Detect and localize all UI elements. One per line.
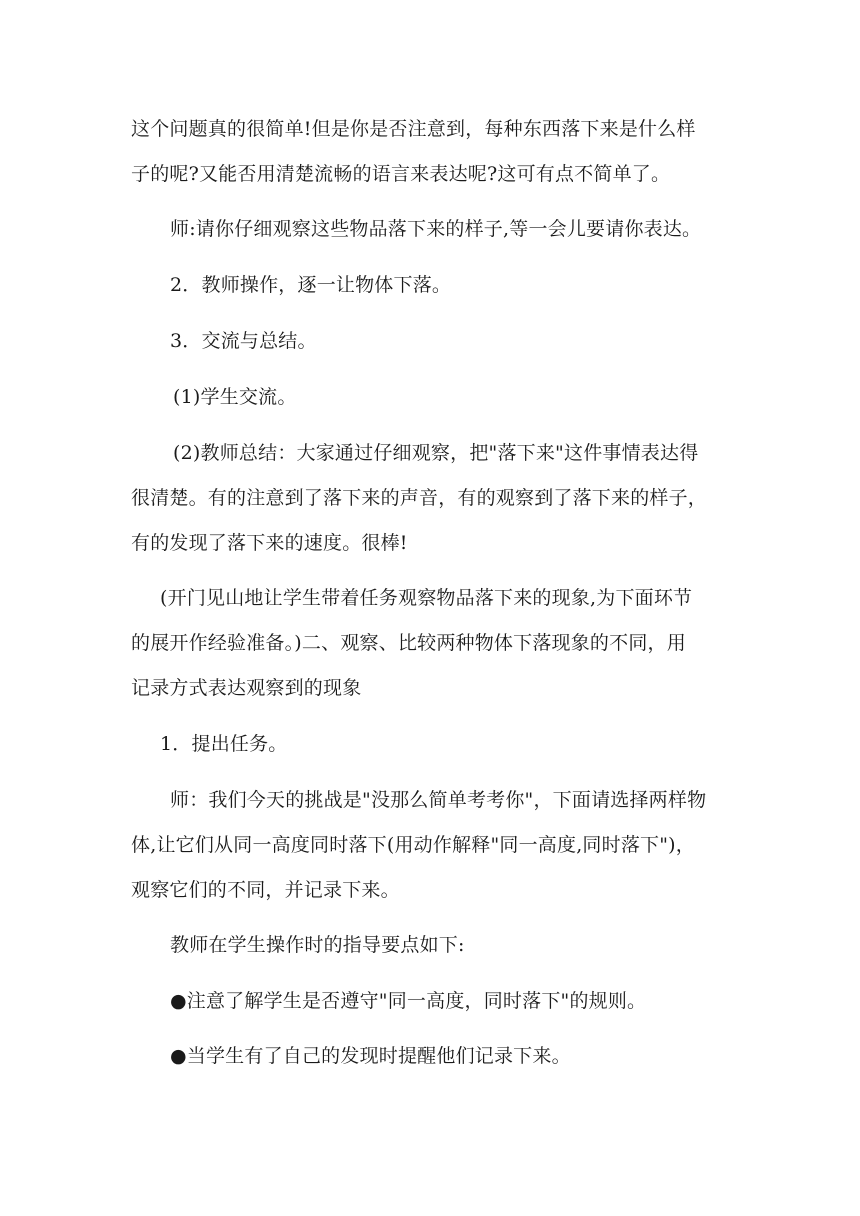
paragraph-11-bullet: ●注意了解学生是否遵守"同一高度，同时落下"的规则。	[170, 990, 647, 1012]
paragraph-2: 师:请你仔细观察这些物品落下来的样子,等一会儿要请你表达。	[170, 218, 702, 240]
paragraph-5: (1)学生交流。	[173, 386, 297, 408]
paragraph-4: 3．交流与总结。	[170, 330, 317, 352]
paragraph-6-line-3: 有的发现了落下来的速度。很棒!	[131, 532, 408, 554]
paragraph-9-line-2: 体,让它们从同一高度同时落下(用动作解释"同一高度,同时落下")，	[131, 834, 695, 856]
paragraph-9-line-1: 师：我们今天的挑战是"没那么简单考考你"，下面请选择两样物	[170, 789, 707, 811]
paragraph-10: 教师在学生操作时的指导要点如下:	[170, 934, 465, 956]
paragraph-1-line-1: 这个问题真的很简单!但是你是否注意到，每种东西落下来是什么样	[131, 118, 696, 140]
paragraph-7-line-3: 记录方式表达观察到的现象	[131, 677, 362, 699]
paragraph-3: 2．教师操作，逐一让物体下落。	[170, 274, 452, 296]
paragraph-6-line-2: 很清楚。有的注意到了落下来的声音，有的观察到了落下来的样子，	[131, 487, 708, 509]
paragraph-7-line-2: 的展开作经验准备。)二、观察、比较两种物体下落现象的不同，用	[131, 632, 686, 654]
paragraph-12-bullet: ●当学生有了自己的发现时提醒他们记录下来。	[170, 1045, 571, 1067]
paragraph-6-line-1: (2)教师总结：大家通过仔细观察，把"落下来"这件事情表达得	[173, 442, 699, 464]
paragraph-1-line-2: 子的呢?又能否用清楚流畅的语言来表达呢?这可有点不简单了。	[131, 163, 671, 185]
paragraph-7-line-1: (开门见山地让学生带着任务观察物品落下来的现象,为下面环节	[160, 587, 693, 609]
paragraph-8: 1．提出任务。	[160, 733, 288, 755]
paragraph-9-line-3: 观察它们的不同，并记录下来。	[131, 879, 400, 901]
